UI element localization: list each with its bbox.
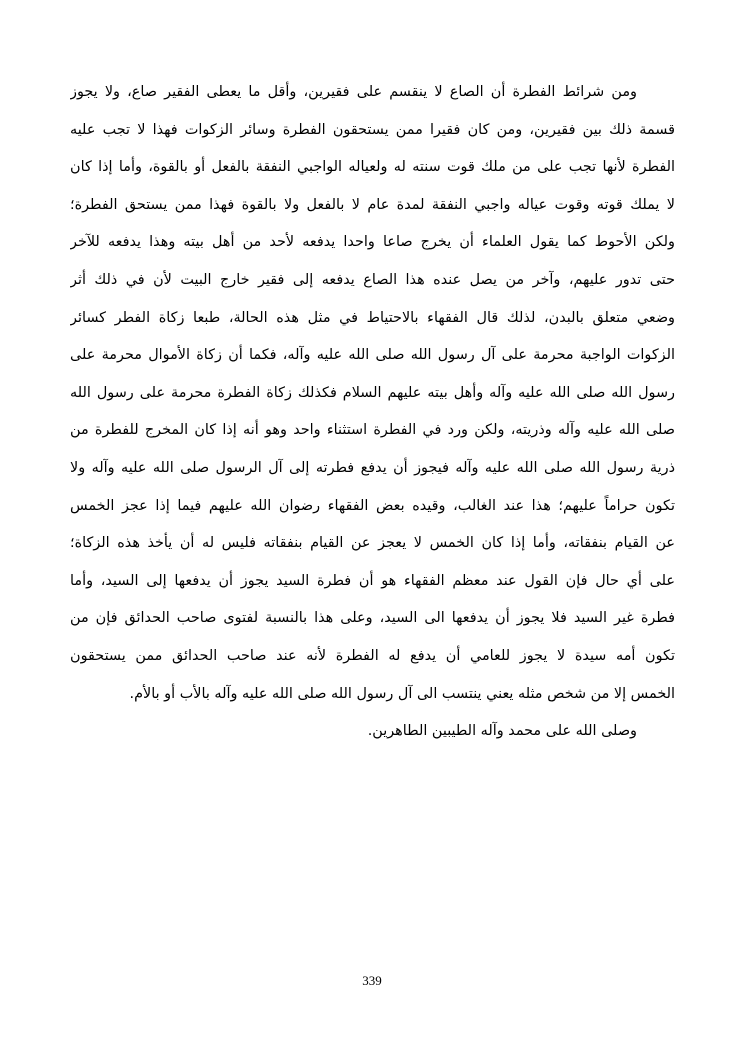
text-line: رسول الله صلى الله عليه وآله وأهل بيته عليهم السلام فكذلك زكاة الفطرة محرمة على رسول الله — [70, 384, 675, 401]
body-text — [70, 74, 675, 751]
closing-line: وصلى الله على محمد وآله الطيبين الطاهرين. — [367, 723, 637, 740]
text-line: تكون أمه سيدة لا يجوز للعامي أن يدفع له الفطرة لأنه عند صاحب الحدائق ممن يستحقون — [70, 647, 675, 664]
text-line: ذرية رسول الله صلى الله عليه وآله فيجوز أن يدفع فطرته إلى آل الرسول صلى الله عليه وآله ولا — [70, 459, 675, 476]
text-line: ولكن الأحوط كما يقول العلماء أن يخرج صاعا واحدا يدفعه لأحد من أهل بيته وهذا يدفعه للآخر — [70, 234, 675, 251]
text-line: وضعي متعلق بالبدن، لذلك قال الفقهاء بالاحتياط في مثل هذه الحالة، طبعا زكاة الفطر كسائر — [70, 309, 675, 326]
page-number: 339 — [362, 973, 382, 988]
text-line: الفطرة لأنها تجب على من ملك قوت سنته له ولعياله الواجبي النفقة بالفعل أو بالقوة، وأما إذا كان — [70, 159, 675, 176]
text-line: تكون حراماً عليهم؛ هذا عند الغالب، وقيده بعض الفقهاء رضوان الله عليهم فيما إذا عجز الخمس — [70, 497, 675, 514]
text-line: لا يملك قوته وقوت عياله واجبي النفقة لمدة عام لا بالفعل ولا بالقوة فهذا ممن يستحق الفطرة؛ — [70, 196, 675, 213]
text-line: عن القيام بنفقاته، وأما إذا كان الخمس لا يعجز عن القيام بنفقاته فليس له أن يأخذ هذه الزكاة؛ — [70, 535, 675, 552]
text-line: الخمس إلا من شخص مثله يعني ينتسب الى آل رسول الله صلى الله عليه وآله بالأب أو بالأم. — [129, 685, 675, 702]
text-line: حتى تدور عليهم، وآخر من يصل عنده هذا الصاع يدفعه إلى فقير خارج البيت لأن في ذلك أثر — [70, 271, 675, 288]
text-line: على أي حال فإن القول عند معظم الفقهاء هو أن فطرة السيد يجوز أن يدفعها إلى السيد، وأما — [70, 572, 675, 589]
text-line: ومن شرائط الفطرة أن الصاع لا ينقسم على فقيرين، وأقل ما يعطى الفقير صاع، ولا يجوز — [70, 84, 637, 100]
text-line: صلى الله عليه وآله وذريته، ولكن ورد في الفطرة استثناء واحد وهو أنه إذا كان المخرج للفطرة من — [70, 422, 675, 439]
text-line: فطرة غير السيد فلا يجوز أن يدفعها الى السيد، وعلى هذا بالنسبة لفتوى صاحب الحدائق فإن من — [70, 610, 675, 627]
text-line: الزكوات الواجبة محرمة على آل رسول الله صلى الله عليه وآله، فكما أن زكاة الأموال محرمة على — [70, 347, 675, 364]
text-line: قسمة ذلك بين فقيرين، ومن كان فقيرا ممن يستحقون الفطرة وسائر الزكوات فهذا لا تجب عليه — [70, 121, 675, 138]
